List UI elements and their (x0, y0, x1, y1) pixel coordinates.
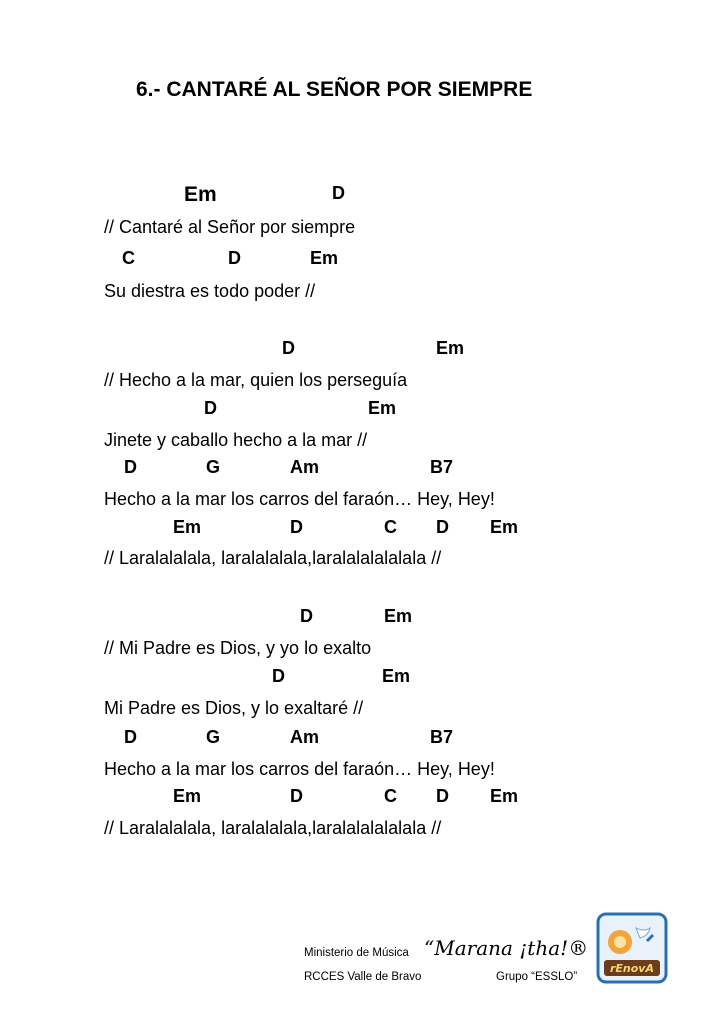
chord: D (228, 248, 241, 268)
footer-grupo: Grupo “ESSLO” (496, 971, 578, 983)
chord: D (272, 666, 285, 686)
chord: Em (184, 183, 217, 206)
chord: Em (173, 786, 202, 806)
lyric-text: Hecho a la mar los carros del faraón… Hey, Hey! (104, 489, 495, 509)
chord: D (436, 786, 449, 806)
lyric-text: // Hecho a la mar, quien los perseguía (104, 370, 408, 390)
chord-line (0, 727, 728, 753)
lyric-text: // Laralalalala, laralalalala,laralalalalalala // (104, 548, 442, 568)
lyric-line (0, 818, 728, 844)
chord: Am (290, 457, 320, 477)
chord: D (436, 517, 449, 537)
logo-sun-core (614, 936, 626, 948)
chord-line (0, 786, 728, 812)
chord: C (384, 786, 397, 806)
lyric-text: // Mi Padre es Dios, y yo lo exalto (104, 638, 372, 658)
chord: C (384, 517, 397, 537)
renova-logo (596, 912, 668, 984)
chord: D (300, 606, 313, 626)
lyric-text: // Laralalalala, laralalalala,laralalalalalala // (104, 818, 442, 838)
chord: D (124, 727, 137, 747)
chord: D (332, 183, 345, 203)
logo-text: rEnovA (609, 962, 655, 975)
renova-logo-icon (596, 912, 668, 984)
chord: B7 (430, 727, 454, 747)
chord: Am (290, 727, 320, 747)
lyric-line (0, 281, 728, 307)
chord-line (0, 398, 728, 424)
chord: Em (384, 606, 413, 626)
lyric-text: Su diestra es todo poder // (104, 281, 316, 301)
chord-line (0, 183, 728, 209)
chord: G (206, 457, 221, 477)
lyric-text: Jinete y caballo hecho a la mar // (104, 430, 368, 450)
chord: D (290, 517, 303, 537)
lyric-text: Hecho a la mar los carros del faraón… Hey, Hey! (104, 759, 495, 779)
chord: D (290, 786, 303, 806)
chord-line (0, 606, 728, 632)
chord-line (0, 338, 728, 364)
chord: B7 (430, 457, 454, 477)
lyric-text: // Cantaré al Señor por siempre (104, 217, 356, 237)
lyric-line (0, 638, 728, 664)
chord-line (0, 457, 728, 483)
chord-line (0, 517, 728, 543)
chord: D (124, 457, 137, 477)
footer-rcces: RCCES Valle de Bravo (304, 971, 422, 983)
lyric-line (0, 548, 728, 574)
chord-line (0, 666, 728, 692)
lyric-text: Mi Padre es Dios, y lo exaltaré // (104, 698, 364, 718)
lyric-line (0, 430, 728, 456)
chord: G (206, 727, 221, 747)
chord: Em (173, 517, 202, 537)
song-title: 6.- CANTARÉ AL SEÑOR POR SIEMPRE (136, 78, 533, 101)
chord: Em (490, 517, 519, 537)
lyric-line (0, 759, 728, 785)
footer-marana: “Marana ¡tha!® (424, 936, 589, 960)
chord: Em (436, 338, 465, 358)
footer-ministry: Ministerio de Música (304, 947, 409, 959)
chord: Em (382, 666, 411, 686)
lyric-line (0, 698, 728, 724)
chord-line (0, 248, 728, 274)
chord: Em (368, 398, 397, 418)
chord: D (204, 398, 217, 418)
chord: C (122, 248, 135, 268)
chord: D (282, 338, 295, 358)
lyric-line (0, 217, 728, 243)
lyric-line (0, 370, 728, 396)
lyric-line (0, 489, 728, 515)
chord: Em (490, 786, 519, 806)
chord: Em (310, 248, 339, 268)
